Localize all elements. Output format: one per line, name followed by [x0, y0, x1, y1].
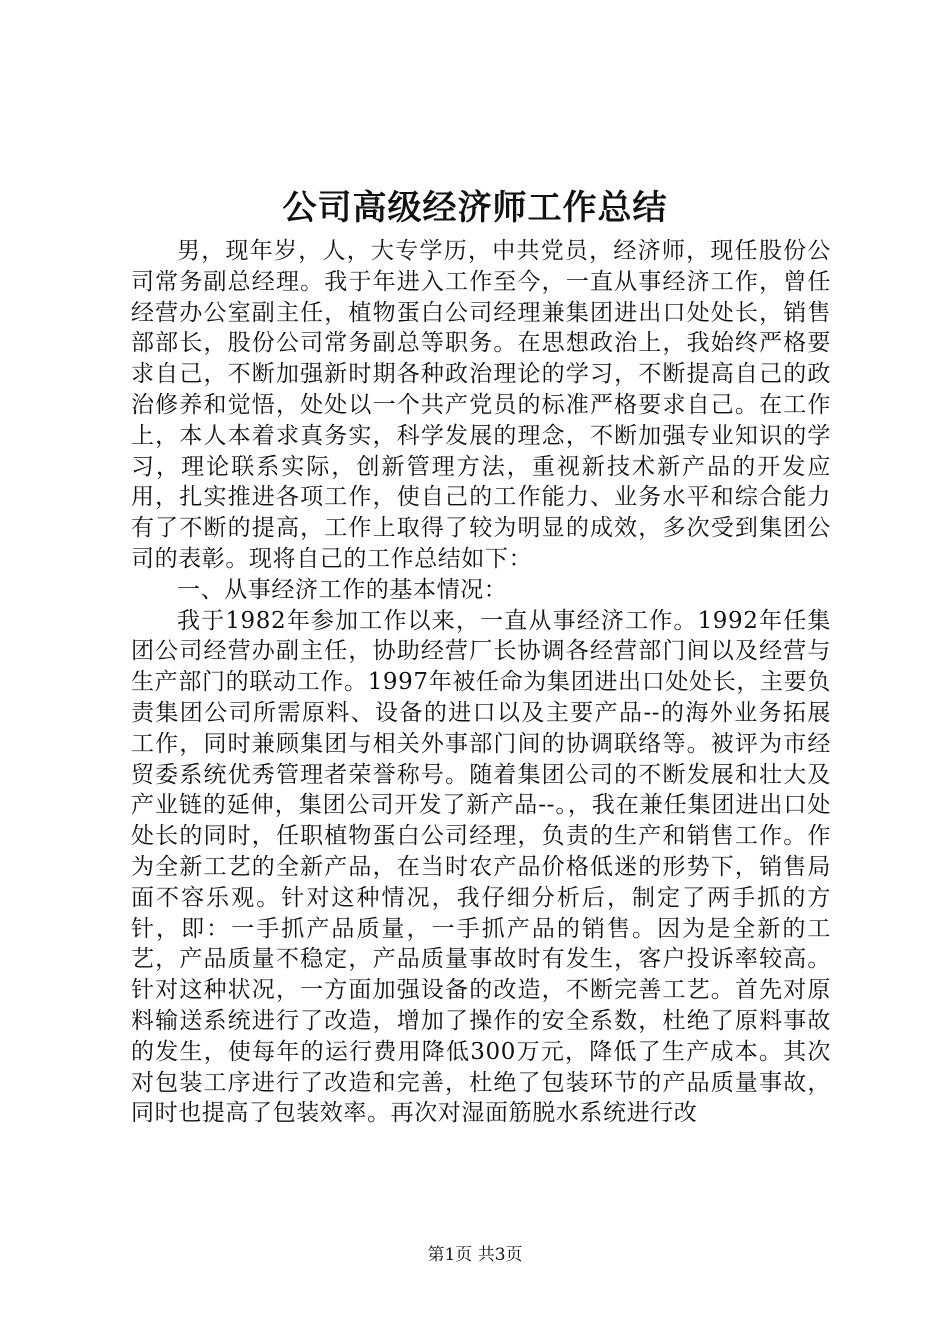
intro-paragraph: 男，现年岁，人，大专学历，中共党员，经济师，现任股份公司常务副总经理。我于年进入工作至今，一直从事经济工作，曾任经营办公室副主任，植物蛋白公司经理兼集团进出口处处长，销售部部长，股份公司常务副总等职务。在思想政治上，我始终严格要求自己，不断加强新时期各种政治理论的学习，不断提高自己的政治修养和觉悟，处处以一个共产党员的标准严格要求自己。在工作上，本人本着求真务实，科学发展的理念，不断加强专业知识的学习，理论联系实际，创新管理方法，重视新技术新产品的开发应用，扎实推进各项工作，使自己的工作能力、业务水平和综合能力有了不断的提高，工作上取得了较为明显的成效，多次受到集团公司的表彰。现将自己的工作总结如下：	[131, 238, 831, 572]
section-heading: 一、从事经济工作的基本情况：	[177, 576, 508, 603]
work-history-paragraph: 我于1982年参加工作以来，一直从事经济工作。1992年任集团公司经营办副主任，协助经营厂长协调各经营部门间以及经营与生产部门的联动工作。1997年被任命为集团进出口处处长，主要负责集团公司所需原料、设备的进口以及主要产品--的海外业务拓展工作，同时兼顾集团与相关外事部门间的协调联络等。被评为市经贸委系统优秀管理者荣誉称号。随着集团公司的不断发展和壮大及产业链的延伸，集团公司开发了新产品--。，我在兼任集团进出口处处长的同时，任职植物蛋白公司经理，负责的生产和销售工作。作为全新工艺的全新产品，在当时农产品价格低迷的形势下，销售局面不容乐观。针对这种情况，我仔细分析后，制定了两手抓的方针，即：一手抓产品质量，一手抓产品的销售。因为是全新的工艺，产品质量不稳定，产品质量事故时有发生，客户投诉率较高。针对这种状况，一方面加强设备的改造，不断完善工艺。首先对原料输送系统进行了改造，增加了操作的安全系数，杜绝了原料事故的发生，使每年的运行费用降低300万元，降低了生产成本。其次对包装工序进行了改造和完善，杜绝了包装环节的产品质量事故，同时也提高了包装效率。再次对湿面筋脱水系统进行改	[131, 607, 831, 1127]
document-body	[131, 236, 831, 1129]
document-title: 公司高级经济师工作总结	[282, 188, 668, 228]
page-footer: 第1页 共3页	[427, 1245, 523, 1265]
